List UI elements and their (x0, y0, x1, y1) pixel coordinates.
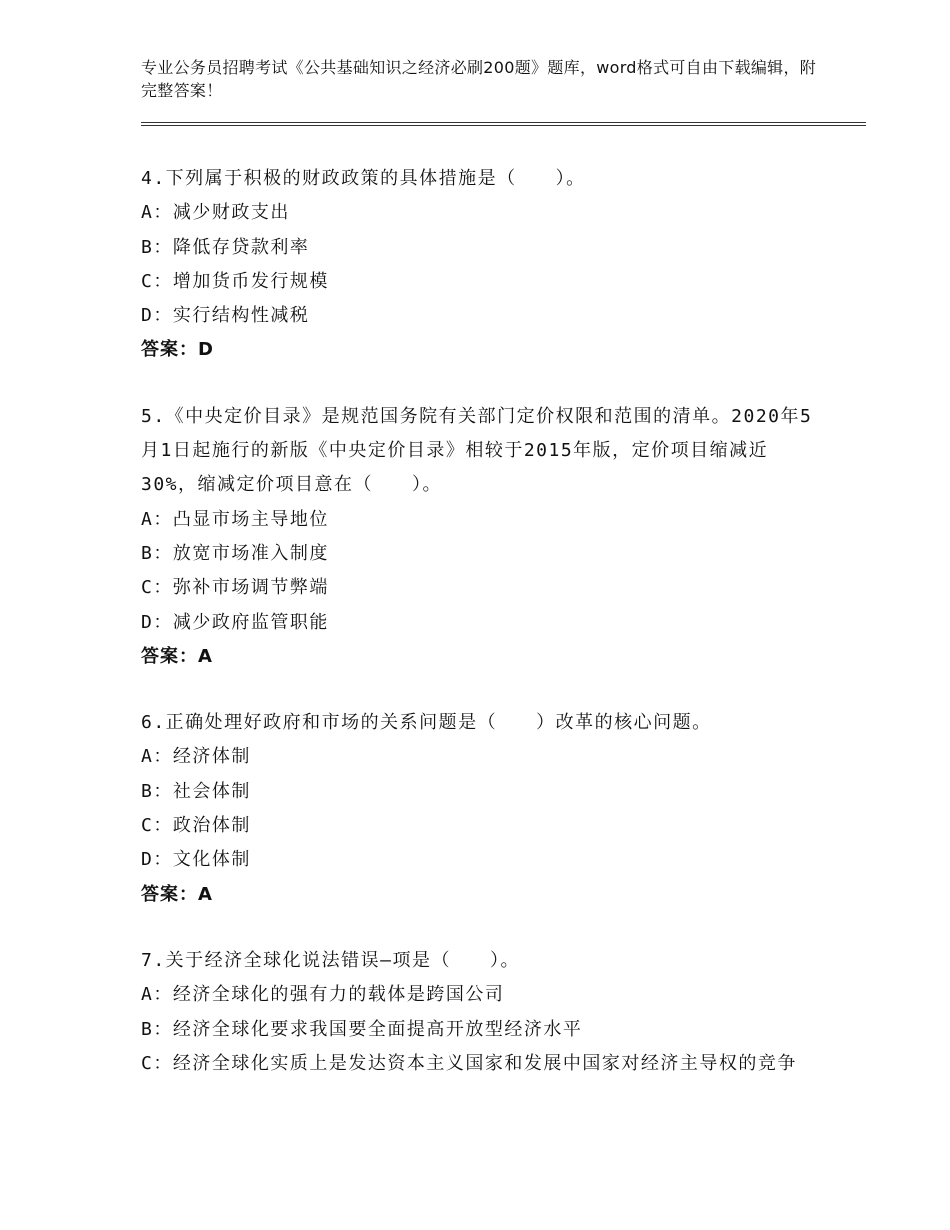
option-b: B：降低存贷款利率 (141, 236, 310, 258)
option-b: B：放宽市场准入制度 (141, 542, 329, 564)
option-b: B：社会体制 (141, 780, 251, 802)
option-a: A：凸显市场主导地位 (141, 508, 329, 530)
option-c: C：弥补市场调节弊端 (141, 577, 329, 599)
option-a: A：经济体制 (141, 746, 251, 768)
question-stem: 4.下列属于积极的财政政策的具体措施是（ ）。 (141, 168, 586, 189)
option-d: D：实行结构性减税 (141, 305, 310, 327)
option-c: C：经济全球化实质上是发达资本主义国家和发展中国家对经济主导权的竞争 (141, 1052, 797, 1074)
option-d: D：减少政府监管职能 (141, 611, 329, 633)
question-4 (141, 162, 821, 368)
question-5 (141, 400, 821, 674)
option-a: A：经济全球化的强有力的载体是跨国公司 (141, 984, 505, 1006)
answer-line: 答案：A (141, 883, 213, 905)
question-list (141, 162, 821, 1113)
question-6 (141, 706, 821, 912)
answer-line: 答案：D (141, 339, 214, 361)
option-d: D：文化体制 (141, 849, 251, 871)
question-7 (141, 944, 821, 1081)
header-rule-top (141, 122, 866, 123)
option-c: C：政治体制 (141, 815, 251, 837)
question-stem: 7.关于经济全球化说法错误—项是（ ）。 (141, 949, 521, 971)
document-header: 专业公务员招聘考试《公共基础知识之经济必刷200题》题库，word格式可自由下载编辑，附完整答案！ (141, 58, 817, 100)
option-a: A：减少财政支出 (141, 202, 290, 224)
answer-line: 答案：A (141, 645, 213, 667)
question-stem: 5.《中央定价目录》是规范国务院有关部门定价权限和范围的清单。2020年5月1日起施行的新版《中央定价目录》相较于2015年版，定价项目缩减近30%，缩减定价项目意在（ ）。 (141, 405, 813, 496)
option-b: B：经济全球化要求我国要全面提高开放型经济水平 (141, 1018, 583, 1040)
header-rule-bottom (141, 125, 866, 126)
question-stem: 6.正确处理好政府和市场的关系问题是（ ）改革的核心问题。 (141, 712, 712, 734)
option-c: C：增加货币发行规模 (141, 270, 329, 292)
